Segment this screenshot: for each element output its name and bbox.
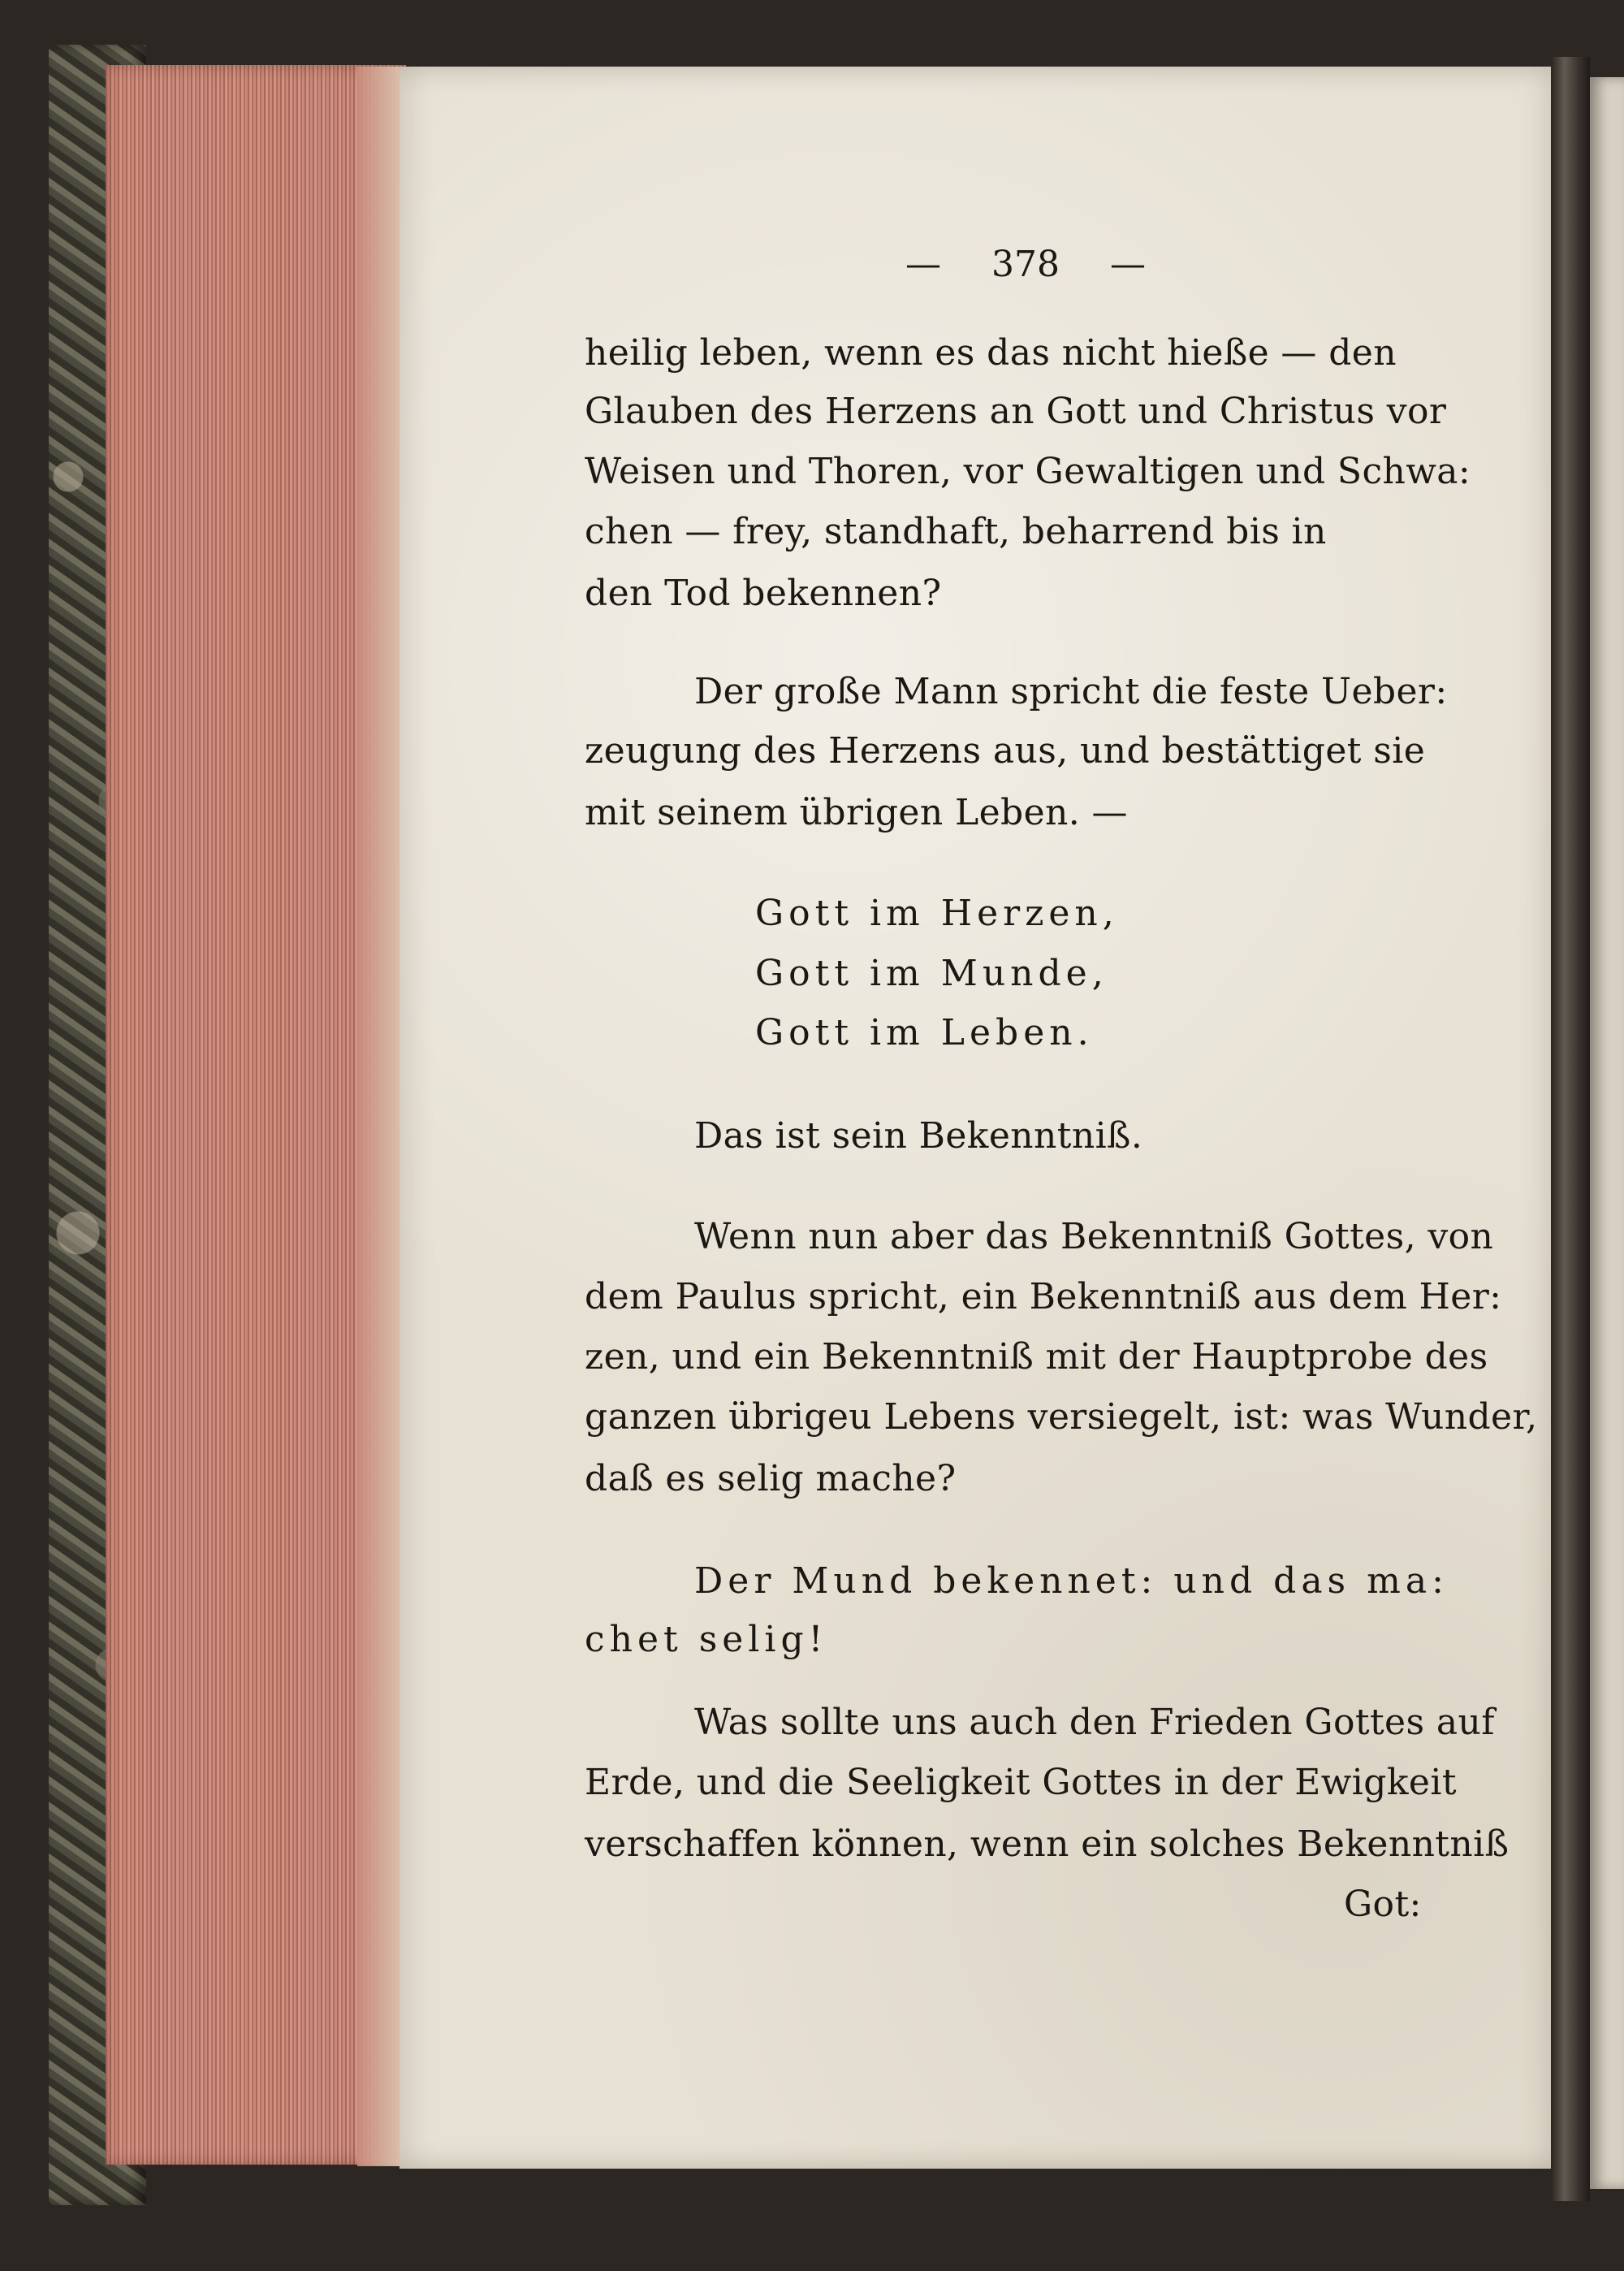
- text-line-12: Das ist sein Bekenntniß.: [694, 1115, 1143, 1157]
- text-line-22: verschaffen können, wenn ein solches Bekenntniß: [585, 1823, 1510, 1865]
- verse-line-1: Gott im Herzen,: [755, 893, 1119, 934]
- text-line-19: chet selig!: [585, 1619, 828, 1660]
- text-line-13: Wenn nun aber das Bekenntniß Gottes, von: [694, 1216, 1494, 1257]
- text-line-15: zen, und ein Bekenntniß mit der Hauptprobe des: [585, 1336, 1488, 1378]
- text-line-4: chen — frey, standhaft, beharrend bis in: [585, 511, 1327, 552]
- page-number: 378: [991, 244, 1060, 285]
- verse-line-2: Gott im Munde,: [755, 953, 1108, 994]
- text-line-21: Erde, und die Seeligkeit Gottes in der Ewigkeit: [585, 1762, 1457, 1803]
- text-line-8: mit seinem übrigen Leben. —: [585, 792, 1128, 833]
- verse-line-3: Gott im Leben.: [755, 1012, 1094, 1053]
- text-line-16: ganzen übrigeu Lebens versiegelt, ist: was Wunder,: [585, 1396, 1538, 1438]
- text-line-7: zeugung des Herzens aus, und bestättiget sie: [585, 730, 1426, 772]
- page-header: [905, 244, 1214, 285]
- text-line-20: Was sollte uns auch den Frieden Gottes auf: [694, 1702, 1495, 1743]
- catchword: Got:: [1344, 1884, 1422, 1925]
- text-line-14: dem Paulus spricht, ein Bekenntniß aus dem Her:: [585, 1276, 1502, 1317]
- text-line-6: Der große Mann spricht die feste Ueber:: [694, 671, 1448, 712]
- text-line-2: Glauben des Herzens an Gott und Christus vor: [585, 391, 1447, 432]
- text-line-17: daß es selig mache?: [585, 1458, 957, 1499]
- text-line-1: heilig leben, wenn es das nicht hieße — den: [585, 332, 1397, 374]
- text-line-18: Der Mund bekennet: und das ma:: [694, 1560, 1449, 1602]
- text-line-5: den Tod bekennen?: [585, 573, 942, 614]
- header-dash-left: —: [905, 244, 941, 285]
- text-line-3: Weisen und Thoren, vor Gewaltigen und Schwa:: [585, 451, 1471, 492]
- header-dash-right: —: [1109, 244, 1146, 285]
